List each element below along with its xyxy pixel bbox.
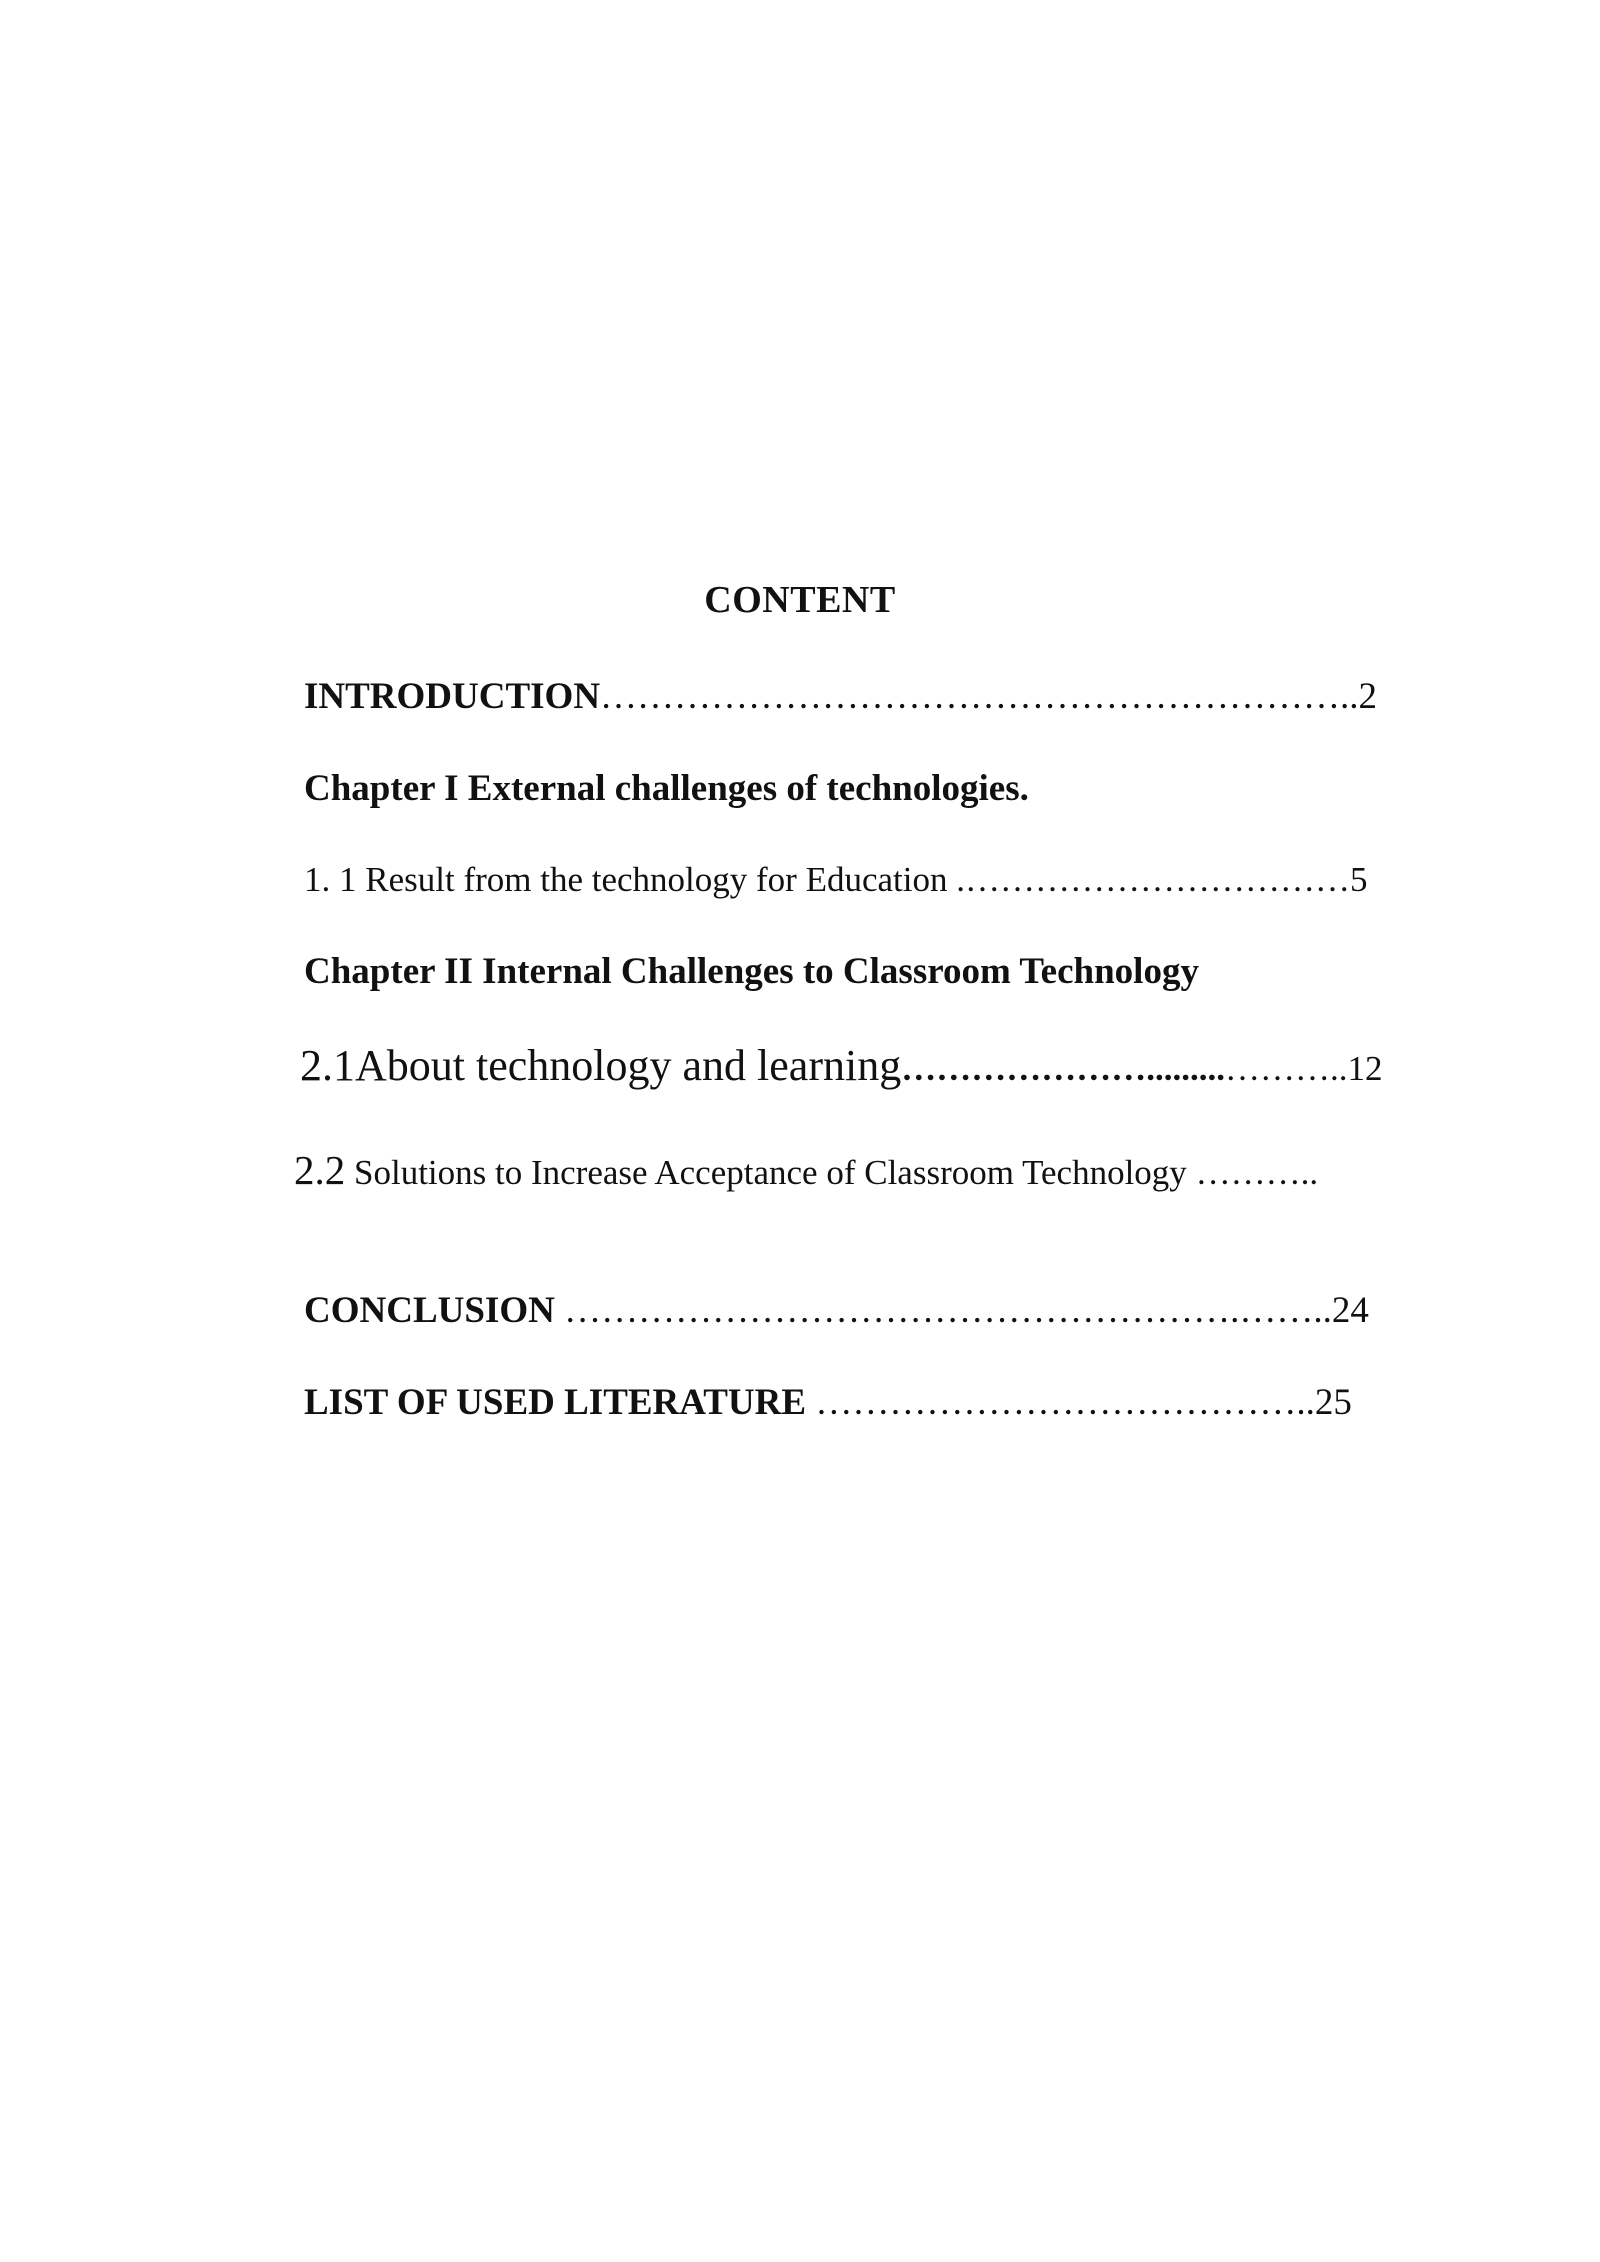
toc-leader: ……….. bbox=[1195, 1153, 1319, 1192]
toc-entry-conclusion[interactable] bbox=[304, 1292, 1369, 1329]
toc-leader: ………………………………….. bbox=[815, 1382, 1315, 1423]
toc-page-number: 25 bbox=[1314, 1382, 1352, 1423]
toc-page-number: 2 bbox=[1358, 676, 1378, 717]
toc-entry-section-2-1[interactable] bbox=[300, 1041, 1383, 1090]
toc-page-number: 12 bbox=[1347, 1049, 1383, 1088]
toc-chapter-2-heading[interactable]: Chapter II Internal Challenges to Classroom Technology bbox=[304, 951, 1199, 992]
toc-section-number: 2.2 bbox=[294, 1147, 346, 1193]
toc-entry-label: Solutions to Increase Acceptance of Classroom Technology bbox=[345, 1153, 1196, 1192]
toc-entry-label: 1. 1 Result from the technology for Education . bbox=[304, 860, 965, 899]
toc-leader-bold: …………………......... bbox=[901, 1049, 1225, 1088]
toc-page-number: 5 bbox=[1349, 860, 1368, 899]
toc-page-number: 24 bbox=[1331, 1290, 1369, 1331]
toc-leader: ……….. bbox=[1224, 1049, 1348, 1088]
toc-leader: …………………………… bbox=[964, 860, 1350, 899]
toc-entry-label: CONCLUSION bbox=[304, 1290, 565, 1331]
toc-leader: ……………………………………………….…….. bbox=[564, 1290, 1332, 1331]
toc-entry-introduction[interactable] bbox=[304, 678, 1377, 715]
toc-entry-label: About technology and learning bbox=[355, 1041, 902, 1090]
toc-leader: …………………………………………………….. bbox=[600, 676, 1359, 717]
toc-chapter-1-heading[interactable]: Chapter I External challenges of technologies. bbox=[304, 768, 1029, 809]
toc-entry-label: LIST OF USED LITERATURE bbox=[304, 1382, 816, 1423]
toc-entry-literature[interactable] bbox=[304, 1384, 1352, 1421]
toc-entry-section-1-1[interactable] bbox=[304, 862, 1367, 897]
toc-entry-label: INTRODUCTION bbox=[304, 676, 601, 717]
toc-entry-section-2-2[interactable] bbox=[294, 1147, 1319, 1193]
toc-section-number: 2.1 bbox=[300, 1041, 355, 1090]
toc-title: CONTENT bbox=[704, 579, 896, 621]
